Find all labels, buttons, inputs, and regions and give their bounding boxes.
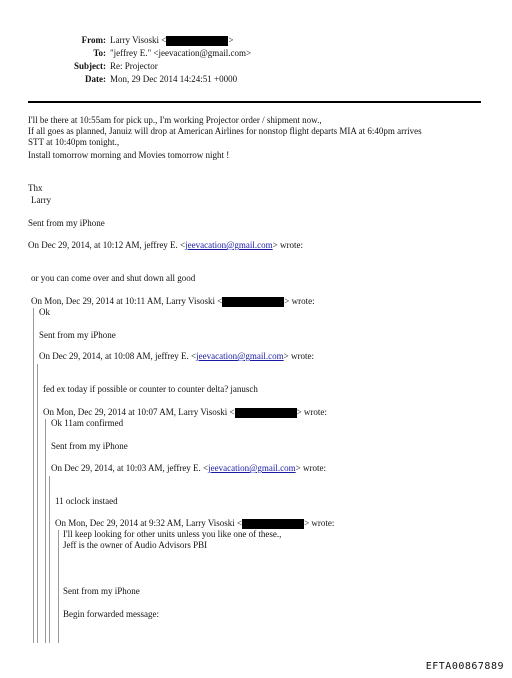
body-line: STT at 10:40pm tonight., — [28, 137, 120, 147]
from-suffix: > — [228, 35, 234, 45]
to-row — [27, 47, 467, 60]
subject-row — [27, 60, 467, 73]
sent-from-iphone: Sent from my iPhone — [39, 330, 116, 340]
subject-value: Re: Projector — [110, 61, 158, 71]
quote-bar — [33, 308, 34, 643]
forwarded-message-label: Begin forwarded message: — [63, 609, 159, 619]
quote-intro-text: On Mon, Dec 29, 2014 at 10:11 AM, Larry Visoski < — [31, 296, 223, 306]
quote-text: 11 oclock instaed — [55, 496, 118, 506]
to-label: To: — [93, 48, 106, 58]
quote-text: I'll keep looking for other units unless you like one of these., — [63, 529, 282, 539]
email-header — [27, 34, 467, 86]
quote-text: Ok 11am confirmed — [51, 418, 124, 428]
email-link[interactable]: jeevacation@gmail.com — [196, 351, 284, 361]
quote-intro-text: On Dec 29, 2014, at 10:12 AM, jeffrey E. < — [28, 240, 186, 250]
email-link[interactable]: jeevacation@gmail.com — [185, 240, 273, 250]
quote-text: Jeff is the owner of Audio Advisors PBI — [63, 540, 208, 550]
quote-bar — [49, 476, 50, 643]
quote-intro — [31, 296, 315, 307]
redaction-box — [222, 297, 284, 307]
sent-from-iphone: Sent from my iPhone — [51, 441, 128, 451]
quote-intro — [28, 240, 303, 251]
body-line: If all goes as planned, Januiz will drop at American Airlines for nonstop flight departs MIA at 6:40pm arrives — [28, 126, 422, 136]
quote-intro — [51, 463, 326, 474]
header-divider — [28, 101, 481, 103]
from-value: Larry Visoski < — [110, 35, 167, 45]
subject-label: Subject: — [74, 61, 106, 71]
quote-intro-suffix: > wrote: — [304, 518, 335, 528]
body-line: I'll be there at 10:55am for pick up., I'm working Projector order / shipment now., — [28, 115, 322, 125]
sent-from-iphone: Sent from my iPhone — [28, 218, 105, 228]
signoff-name: Larry — [31, 195, 51, 205]
quote-intro-text: On Dec 29, 2014, at 10:08 AM, jeffrey E. < — [39, 351, 197, 361]
sent-from-iphone: Sent from my iPhone — [63, 586, 140, 596]
quote-intro-suffix: > wrote: — [283, 351, 314, 361]
body-line: Install tomorrow morning and Movies tomorrow night ! — [28, 150, 230, 160]
redaction-box — [166, 36, 228, 46]
quote-intro — [39, 351, 314, 362]
quote-text: Ok — [39, 307, 50, 317]
date-row — [27, 73, 467, 86]
quote-intro-suffix: > wrote: — [296, 407, 327, 417]
redaction-box — [242, 519, 304, 529]
quote-bar — [37, 364, 38, 643]
quote-intro-suffix: > wrote: — [295, 463, 326, 473]
document-id: EFTA00867889 — [425, 661, 504, 672]
quote-intro-suffix: > wrote: — [272, 240, 303, 250]
redaction-box — [235, 408, 297, 418]
date-label: Date: — [85, 74, 106, 84]
from-label: From: — [81, 35, 106, 45]
quote-intro-text: On Mon, Dec 29, 2014 at 10:07 AM, Larry Visoski < — [43, 407, 235, 417]
from-row — [27, 34, 467, 47]
date-value: Mon, 29 Dec 2014 14:24:51 +0000 — [110, 74, 238, 84]
quote-intro-suffix: > wrote: — [284, 296, 315, 306]
quote-bar — [45, 419, 46, 643]
quote-intro-text: On Dec 29, 2014, at 10:03 AM, jeffrey E. < — [51, 463, 209, 473]
email-link[interactable]: jeevacation@gmail.com — [208, 463, 296, 473]
signoff-thx: Thx — [28, 183, 43, 193]
to-value: "jeffrey E." <jeevacation@gmail.com> — [110, 48, 252, 58]
quote-intro — [43, 407, 327, 418]
quote-intro-text: On Mon, Dec 29, 2014 at 9:32 AM, Larry Visoski < — [55, 518, 243, 528]
quote-intro — [55, 518, 334, 529]
quote-text: fed ex today if possible or counter to counter delta? janusch — [43, 384, 258, 394]
quote-bar — [58, 530, 59, 643]
quote-text: or you can come over and shut down all good — [31, 273, 196, 283]
